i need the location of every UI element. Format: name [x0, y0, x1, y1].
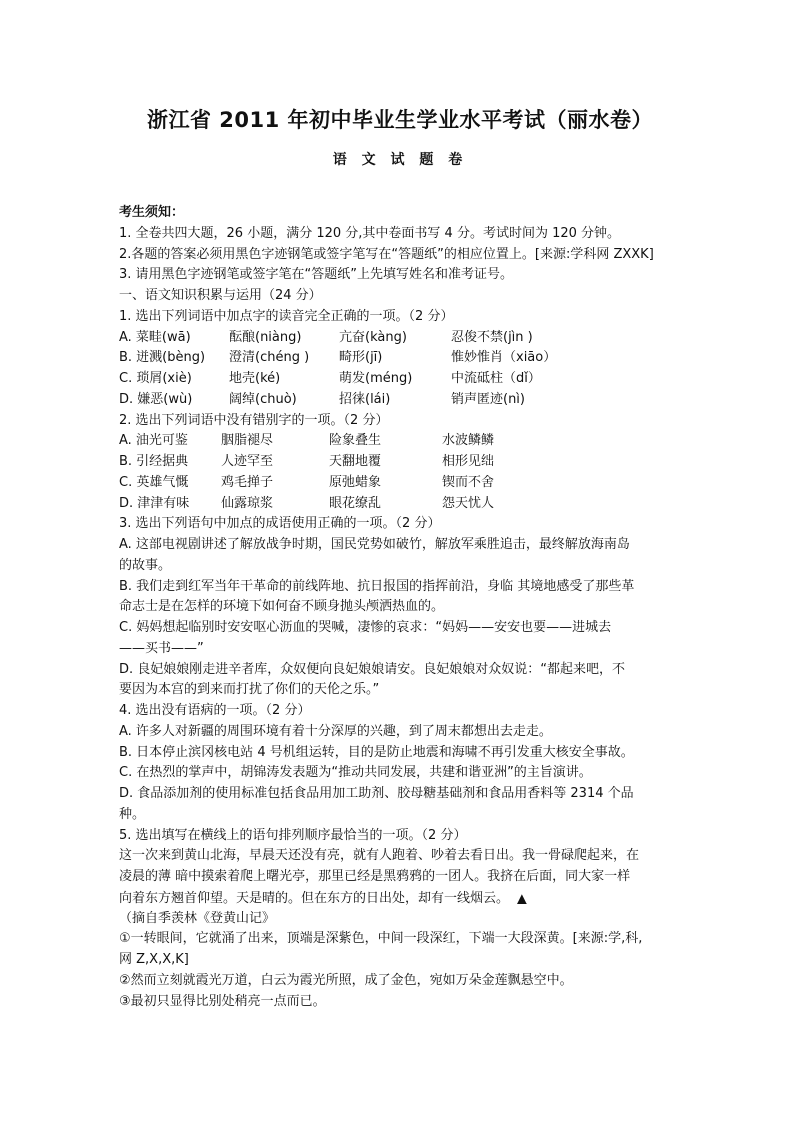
question-5-item: ③最初只显得比别处稍亮一点而已。 [119, 993, 326, 1009]
question-3-line: B. 我们走到红军当年干革命的前线阵地、抗日报国的指挥前沿，身临 其境地感受了那些革 [119, 578, 635, 594]
option-word: D. 津津有味 [119, 495, 190, 511]
question-5-stem: 5. 选出填写在横线上的语句排列顺序最恰当的一项。（2 分） [119, 827, 467, 843]
notice-item: 2.各题的答案必须用黑色字迹钢笔或签字笔写在“答题纸”的相应位置上。[来源:学科网 ZXXK] [119, 246, 654, 262]
option-word: 畸形(jī) [339, 350, 383, 366]
option-word: 阔绰(chuò) [229, 391, 297, 407]
question-3-line: 要因为本宫的到来而打扰了你们的天伦之乐。” [119, 682, 380, 698]
option-word: 相形见绌 [442, 454, 495, 469]
question-1-stem: 1. 选出下列词语中加点字的读音完全正确的一项。（2 分） [119, 308, 454, 324]
option-word: 锲而不舍 [442, 474, 495, 490]
question-1-option-d [119, 390, 689, 411]
question-2-stem: 2. 选出下列词语中没有错别字的一项。（2 分） [119, 412, 389, 428]
notice-heading: 考生须知： [119, 205, 185, 220]
question-5-passage-line [119, 888, 689, 909]
option-word: 澄清(chéng ) [229, 350, 310, 366]
option-word: C. 琐屑(xiè) [119, 371, 192, 386]
option-word: 中流砥柱（dǐ） [451, 371, 541, 386]
question-3-line: A. 这部电视剧讲述了解放战争时期，国民党势如破竹，解放军乘胜追击，最终解放海南岛 [119, 537, 630, 552]
question-3-line: ——买书——” [119, 640, 204, 656]
question-4-line: A. 许多人对新疆的周围环境有着十分深厚的兴趣，到了周末都想出去走走。 [119, 723, 552, 739]
question-1-option-b [119, 348, 689, 369]
passage-text: 向着东方翘首仰望。天是晴的。但在东方的日出处，却有一线烟云。 [119, 890, 510, 906]
option-word: 天翻地覆 [329, 454, 382, 469]
question-3-line: C. 妈妈想起临别时安安呕心沥血的哭喊，凄惨的哀求：“妈妈——安安也要——进城去 [119, 620, 612, 635]
option-word: 胭脂褪尽 [221, 433, 274, 449]
notice-item: 1. 全卷共四大题，26 小题，满分 120 分,其中卷面书写 4 分。考试时间为 120 分钟。 [119, 225, 621, 241]
exam-title: 浙江省 2011 年初中毕业生学业水平考试（丽水卷） [146, 108, 654, 132]
question-5-item: ②然而立刻就霞光万道，白云为霞光所照，成了金色，宛如万朵金莲飘悬空中。 [119, 972, 573, 988]
notice-item: 3. 请用黑色字迹钢笔或签字笔在“答题纸”上先填写姓名和准考证号。 [119, 267, 514, 283]
option-word: 仙露琼浆 [221, 495, 274, 511]
question-4-line: C. 在热烈的掌声中，胡锦涛发表题为“推动共同发展，共建和谐亚洲”的主旨演讲。 [119, 765, 592, 781]
option-word: 亢奋(kàng) [339, 329, 407, 345]
answer-blank-triangle: ▲ [517, 890, 527, 905]
option-word: 鸡毛掸子 [221, 474, 274, 490]
option-word: C. 英雄气慨 [119, 474, 189, 490]
question-5-source: （摘自季羡林《登黄山记》 [119, 910, 276, 926]
option-word: 原弛蜡象 [329, 474, 382, 490]
option-word: 惟妙惟肖（xiāo） [451, 350, 557, 366]
question-4-line: 种。 [119, 806, 146, 822]
question-2-option-a [119, 431, 689, 452]
question-3-line: 的故事。 [119, 557, 172, 573]
question-3-stem: 3. 选出下列语句中加点的成语使用正确的一项。（2 分） [119, 516, 441, 532]
question-5-item: 网 Z,X,X,K] [119, 952, 189, 967]
question-5-passage-line: 这一次来到黄山北海，早晨天还没有亮，就有人跑着、吵着去看日出。我一骨碌爬起来，在 [119, 848, 640, 864]
option-word: 地壳(ké) [229, 371, 281, 386]
option-word: B. 引经据典 [119, 454, 189, 469]
option-word: 萌发(méng) [339, 371, 413, 386]
section-heading: 一、语文知识积累与运用（24 分） [119, 288, 322, 303]
option-word: A. 油光可鉴 [119, 433, 188, 449]
option-word: 怨天忧人 [442, 495, 495, 511]
option-word: 销声匿迹(nì) [451, 391, 525, 407]
option-word: 酝酿(niàng) [229, 329, 302, 345]
question-2-option-c [119, 473, 689, 494]
question-4-line: B. 日本停止滨冈核电站 4 号机组运转，目的是防止地震和海啸不再引发重大核安全事故。 [119, 744, 634, 760]
question-4-stem: 4. 选出没有语病的一项。（2 分） [119, 703, 311, 718]
question-5-passage-line: 凌晨的薄 暗中摸索着爬上曙光亭，那里已经是黑鸦鸦的一团人。我挤在后面，同大家一样 [119, 869, 631, 884]
question-2-option-d [119, 494, 689, 515]
exam-subtitle: 语 文 试 题 卷 [332, 152, 468, 168]
question-4-line: D. 食品添加剂的使用标准包括食品用加工助剂、胶母糖基础剂和食品用香料等 2314 个品 [119, 786, 634, 801]
option-word: B. 迸溅(bèng) [119, 350, 206, 366]
question-1-option-a [119, 328, 689, 349]
option-word: 忍俊不禁(jìn ) [451, 329, 533, 345]
question-5-item: ①一转眼间，它就涌了出来，顶端是深紫色，中间一段深红，下端一大段深黄。[来源:学,科, [119, 931, 643, 947]
option-word: 人迹罕至 [221, 454, 274, 469]
question-3-line: D. 良妃娘娘刚走进辛者库，众奴便向良妃娘娘请安。良妃娘娘对众奴说：“都起来吧，不 [119, 661, 626, 677]
question-2-option-b [119, 452, 689, 473]
option-word: 眼花缭乱 [329, 495, 382, 511]
question-1-option-c [119, 369, 689, 390]
question-3-line: 命志士是在怎样的环境下如何奋不顾身抛头颅洒热血的。 [119, 599, 445, 615]
option-word: 险象叠生 [329, 433, 382, 449]
option-word: 招徕(lái) [339, 391, 391, 407]
exam-body [119, 203, 689, 1012]
option-word: A. 菜畦(wā) [119, 329, 191, 345]
option-word: 水波鳞鳞 [442, 433, 495, 449]
option-word: D. 嫌恶(wù) [119, 391, 193, 407]
